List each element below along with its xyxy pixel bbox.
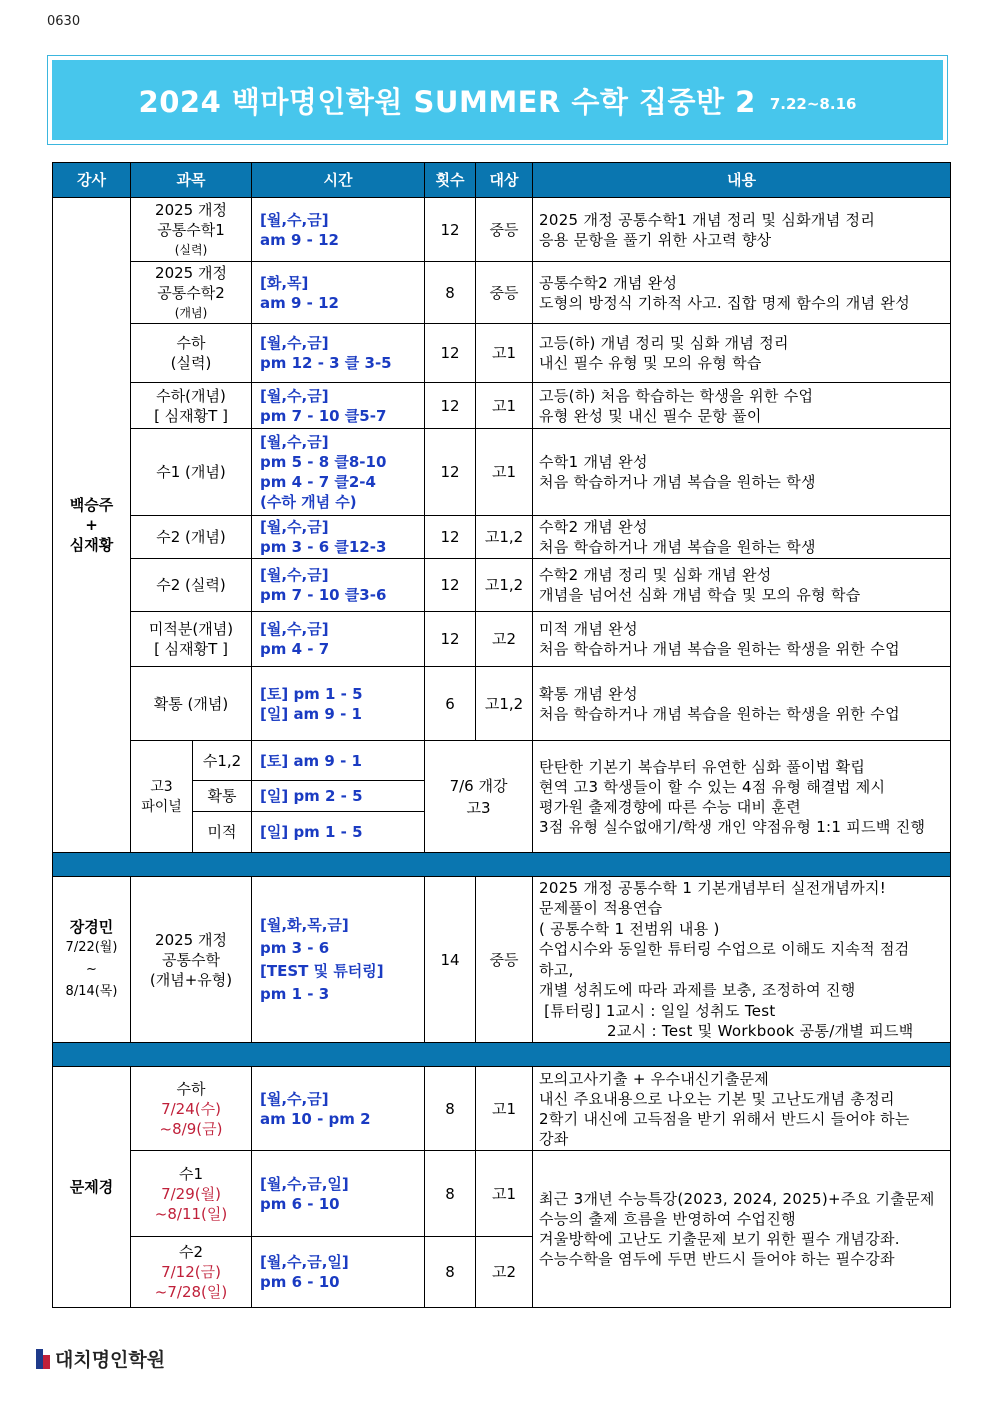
target-cell: 고1 (476, 1067, 533, 1151)
page-title: 2024 백마명인학원 SUMMER 수학 집중반 2 (138, 84, 756, 119)
count-cell: 12 (425, 198, 476, 262)
footer (36, 1345, 165, 1372)
count-cell: 8 (425, 1151, 476, 1237)
content-cell: 탄탄한 기본기 복습부터 유연한 심화 풀이법 확립 현역 고3 학생들이 할 수 있는 4점 유형 해결법 제시 평가원 출제경향에 따른 수능 대비 훈련 3점 유형 실수없애기/학생 개인 약점유형 1:1 피드백 진행 (533, 741, 951, 853)
table-row (53, 429, 951, 516)
count-cell: 12 (425, 612, 476, 667)
content-cell: 모의고사기출 + 우수내신기출문제 내신 주요내용으로 나오는 기본 및 고난도개념 총정리 2학기 내신에 고득점을 받기 위해서 반드시 들어야 하는 강좌 (533, 1067, 951, 1151)
table-row (53, 1151, 951, 1237)
target-cell: 고2 (476, 612, 533, 667)
count-cell: 12 (425, 429, 476, 516)
header-subject: 과목 (131, 163, 252, 198)
subject-cell: 2025 개정 공통수학2 (개념) (131, 262, 252, 324)
teacher-name: 장경민 (69, 917, 114, 936)
table-row (53, 383, 951, 429)
time-cell: [월,수,금,일] pm 6 - 10 (252, 1237, 425, 1308)
subject-cell: 2025 개정 공통수학 (개념+유형) (131, 877, 252, 1043)
count-cell: 12 (425, 559, 476, 612)
subject-cell: 수하 7/24(수) ~8/9(금) (131, 1067, 252, 1151)
time-cell: [월,수,금] pm 4 - 7 (252, 612, 425, 667)
content-cell: 미적 개념 완성 처음 학습하거나 개념 복습을 원하는 학생을 위한 수업 (533, 612, 951, 667)
table-row (53, 324, 951, 383)
content-cell: 수학1 개념 완성 처음 학습하거나 개념 복습을 원하는 학생 (533, 429, 951, 516)
table-row (53, 612, 951, 667)
teacher-cell: 문제경 (53, 1067, 131, 1308)
content-cell: 고등(하) 처음 학습하는 학생을 위한 수업 유형 완성 및 내신 필수 문항 풀이 (533, 383, 951, 429)
final-sub-subject: 미적 (193, 812, 252, 853)
time-cell: [월,수,금] pm 7 - 10 클3-6 (252, 559, 425, 612)
section-divider (53, 853, 951, 877)
content-cell: 고등(하) 개념 정리 및 심화 개념 정리 내신 필수 유형 및 모의 유형 학습 (533, 324, 951, 383)
target-cell: 고1,2 (476, 559, 533, 612)
target-cell: 고1 (476, 1151, 533, 1237)
table-row (53, 877, 951, 1043)
subject-cell: 수2 (개념) (131, 516, 252, 559)
count-cell: 12 (425, 383, 476, 429)
final-count-target: 7/6 개강 고3 (425, 741, 533, 853)
header-teacher: 강사 (53, 163, 131, 198)
count-cell: 8 (425, 262, 476, 324)
table-row (53, 262, 951, 324)
time-cell: [월,수,금] pm 7 - 10 클5-7 (252, 383, 425, 429)
teacher-name: 백승주 (69, 496, 114, 514)
subject-cell: 2025 개정 공통수학1 (실력) (131, 198, 252, 262)
target-cell: 중등 (476, 198, 533, 262)
teacher-plus: + (85, 516, 98, 534)
final-sub-subject: 확통 (193, 781, 252, 812)
time-cell: [월,수,금] am 9 - 12 (252, 198, 425, 262)
target-cell: 중등 (476, 877, 533, 1043)
target-cell: 고1,2 (476, 516, 533, 559)
table-row (53, 516, 951, 559)
header-row (53, 163, 951, 198)
table-row (53, 1067, 951, 1151)
time-cell: [월,수,금,일] pm 6 - 10 (252, 1151, 425, 1237)
teacher-cell: 장경민 7/22(월) ~ 8/14(목) (53, 877, 131, 1043)
count-cell: 14 (425, 877, 476, 1043)
count-cell: 12 (425, 324, 476, 383)
table-row (53, 198, 951, 262)
subject-cell: 확통 (개념) (131, 667, 252, 741)
time-cell: [토] am 9 - 1 (252, 741, 425, 781)
subject-cell: 수1 7/29(월) ~8/11(일) (131, 1151, 252, 1237)
header-time: 시간 (252, 163, 425, 198)
final-group-cell: 고3 파이널 (131, 741, 193, 853)
document-number: 0630 (47, 14, 81, 29)
teacher-name: 심재황 (69, 536, 114, 554)
footer-academy-name: 대치명인학원 (55, 1349, 166, 1371)
subject-cell: 수1 (개념) (131, 429, 252, 516)
content-cell: 수학2 개념 완성 처음 학습하거나 개념 복습을 원하는 학생 (533, 516, 951, 559)
content-cell: 수학2 개념 정리 및 심화 개념 완성 개념을 넘어선 심화 개념 학습 및 모의 유형 학습 (533, 559, 951, 612)
time-cell: [월,화,목,금] pm 3 - 6 [TEST 및 튜터링] pm 1 - 3 (252, 877, 425, 1043)
content-cell: 공통수학2 개념 완성 도형의 방정식 기하적 사고. 집합 명제 함수의 개념 완성 (533, 262, 951, 324)
time-cell: [일] pm 2 - 5 (252, 781, 425, 812)
subject-cell: 수하 (실력) (131, 324, 252, 383)
time-cell: [월,수,금] pm 12 - 3 클 3-5 (252, 324, 425, 383)
time-cell: [일] pm 1 - 5 (252, 812, 425, 853)
teacher-cell (53, 198, 131, 853)
header-target: 대상 (476, 163, 533, 198)
content-cell: 확통 개념 완성 처음 학습하거나 개념 복습을 원하는 학생을 위한 수업 (533, 667, 951, 741)
title-banner (47, 55, 948, 145)
count-cell: 8 (425, 1067, 476, 1151)
section-divider (53, 1043, 951, 1067)
time-cell: [월,수,금] am 10 - pm 2 (252, 1067, 425, 1151)
count-cell: 6 (425, 667, 476, 741)
subject-cell: 수2 (실력) (131, 559, 252, 612)
subject-cell: 미적분(개념) [ 심재황T ] (131, 612, 252, 667)
header-content: 내용 (533, 163, 951, 198)
target-cell: 고1 (476, 383, 533, 429)
logo-mark-icon (36, 1349, 50, 1369)
table-row (53, 559, 951, 612)
time-cell: [토] pm 1 - 5 [일] am 9 - 1 (252, 667, 425, 741)
content-cell: 2025 개정 공통수학 1 기본개념부터 실전개념까지! 문제풀이 적용연습 ( 공통수학 1 전범위 내용 ) 수업시수와 동일한 튜터링 수업으로 이해도 지속적 점검 하고, 개별 성취도에 따라 과제를 보충, 조정하여 진행 [튜터링] 1교시 : 일일 성취도 Test 2교시 : Test 및 Workbook 공통/개별 피드백 (533, 877, 951, 1043)
subject-cell: 수하(개념) [ 심재황T ] (131, 383, 252, 429)
target-cell: 고1,2 (476, 667, 533, 741)
target-cell: 고1 (476, 429, 533, 516)
table-row (53, 741, 951, 781)
table-row (53, 667, 951, 741)
time-cell: [월,수,금] pm 5 - 8 클8-10 pm 4 - 7 클2-4 (수하 개념 수) (252, 429, 425, 516)
content-cell: 최근 3개년 수능특강(2023, 2024, 2025)+주요 기출문제 수능의 출제 흐름을 반영하여 수업진행 겨울방학에 고난도 기출문제 보기 위한 필수 개념강좌. 수능수학을 염두에 두면 반드시 들어야 하는 필수강좌 (533, 1151, 951, 1308)
target-cell: 고1 (476, 324, 533, 383)
content-cell: 2025 개정 공통수학1 개념 정리 및 심화개념 정리 응용 문항을 풀기 위한 사고력 향상 (533, 198, 951, 262)
time-cell: [월,수,금] pm 3 - 6 클12-3 (252, 516, 425, 559)
period-dates: 7.22~8.16 (769, 95, 857, 113)
final-sub-subject: 수1,2 (193, 741, 252, 781)
count-cell: 8 (425, 1237, 476, 1308)
subject-cell: 수2 7/12(금) ~7/28(일) (131, 1237, 252, 1308)
header-count: 횟수 (425, 163, 476, 198)
target-cell: 중등 (476, 262, 533, 324)
count-cell: 12 (425, 516, 476, 559)
schedule-table (52, 162, 951, 1308)
target-cell: 고2 (476, 1237, 533, 1308)
time-cell: [화,목] am 9 - 12 (252, 262, 425, 324)
